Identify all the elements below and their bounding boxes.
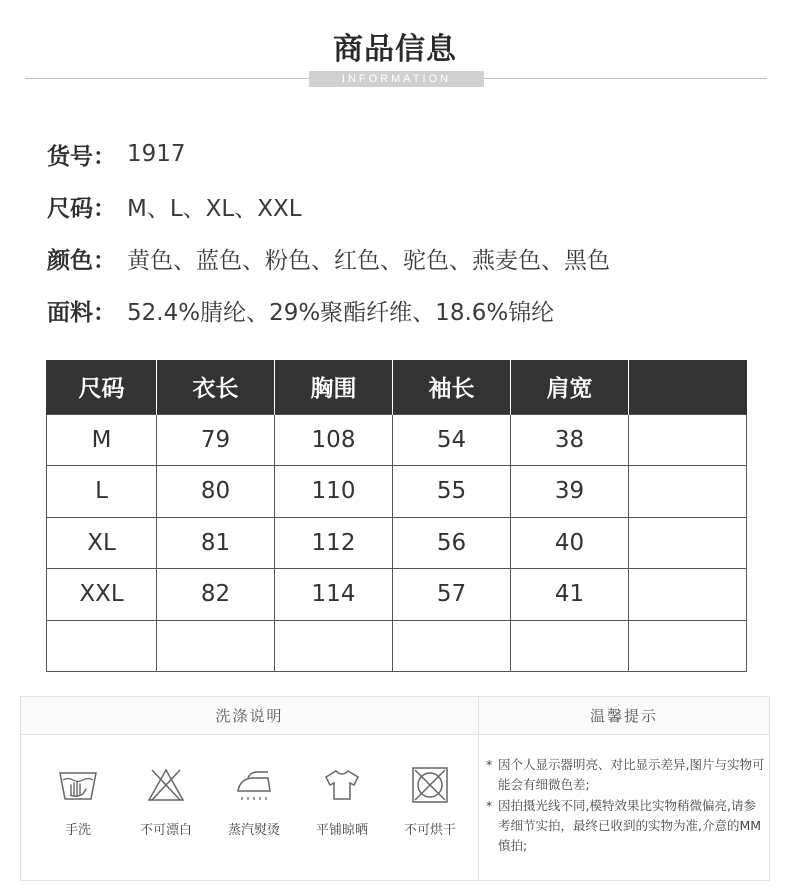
wash-instructions xyxy=(21,697,479,880)
table-cell xyxy=(629,414,747,466)
care-item-hand-wash xyxy=(34,767,122,838)
info-key: 货号： xyxy=(47,143,116,170)
page-subtitle: INFORMATION xyxy=(309,71,484,87)
info-row-item-number xyxy=(47,128,610,180)
table-cell: 79 xyxy=(157,414,275,466)
header-cell: 肩宽 xyxy=(511,360,629,414)
header-cell xyxy=(629,360,747,414)
wash-instructions-title: 洗涤说明 xyxy=(21,697,478,735)
table-cell: 57 xyxy=(393,569,511,621)
table-cell: 112 xyxy=(275,517,393,569)
table-cell: 80 xyxy=(157,466,275,518)
table-cell: XXL xyxy=(47,569,157,621)
no-tumble-dry-icon xyxy=(410,767,450,803)
table-row xyxy=(47,517,747,569)
table-cell: M xyxy=(47,414,157,466)
table-cell: XL xyxy=(47,517,157,569)
header-cell: 袖长 xyxy=(393,360,511,414)
care-item-dry-flat xyxy=(298,767,386,838)
steam-iron-icon xyxy=(234,767,274,803)
dry-flat-icon xyxy=(322,767,362,803)
info-key: 颜色： xyxy=(47,247,116,274)
table-cell: 54 xyxy=(393,414,511,466)
table-cell xyxy=(629,517,747,569)
tip-text: 因个人显示器明亮、对比显示差异,图片与实物可能会有细微色差; xyxy=(498,757,765,792)
list-item xyxy=(486,796,766,856)
table-row xyxy=(47,414,747,466)
info-value: 52.4%腈纶、29%聚酯纤维、18.6%锦纶 xyxy=(127,299,555,326)
care-item-label: 蒸汽熨烫 xyxy=(227,823,280,838)
info-value: M、L、XL、XXL xyxy=(127,195,302,222)
tips-list xyxy=(486,755,766,857)
table-cell: 40 xyxy=(511,517,629,569)
care-item-no-bleach xyxy=(122,767,210,838)
table-cell: L xyxy=(47,466,157,518)
care-item-label: 不可漂白 xyxy=(139,823,192,838)
table-row xyxy=(47,620,747,672)
table-cell xyxy=(629,620,747,672)
table-row xyxy=(47,466,747,518)
table-cell xyxy=(275,620,393,672)
table-cell: 114 xyxy=(275,569,393,621)
care-icon-list xyxy=(21,767,479,838)
table-cell xyxy=(157,620,275,672)
no-bleach-icon xyxy=(146,767,186,803)
tips-panel xyxy=(479,697,769,880)
table-cell xyxy=(393,620,511,672)
care-item-steam-iron xyxy=(210,767,298,838)
table-cell: 41 xyxy=(511,569,629,621)
care-item-label: 手洗 xyxy=(64,823,91,838)
table-cell: 81 xyxy=(157,517,275,569)
size-table xyxy=(46,360,747,672)
page-title: 商品信息 xyxy=(333,32,457,67)
list-item xyxy=(486,755,766,795)
bullet-mark: * xyxy=(486,798,493,813)
size-table-header xyxy=(47,360,747,414)
info-key: 尺码： xyxy=(47,195,116,222)
info-row-size xyxy=(47,180,610,232)
table-cell: 110 xyxy=(275,466,393,518)
care-item-label: 平铺晾晒 xyxy=(315,823,368,838)
header-cell: 衣长 xyxy=(157,360,275,414)
hand-wash-icon xyxy=(58,767,98,803)
info-row-fabric xyxy=(47,284,610,336)
table-cell xyxy=(629,466,747,518)
header-cell: 尺码 xyxy=(47,360,157,414)
care-item-label: 不可烘干 xyxy=(403,823,456,838)
table-cell: 55 xyxy=(393,466,511,518)
table-cell: 108 xyxy=(275,414,393,466)
table-cell xyxy=(629,569,747,621)
table-cell: 38 xyxy=(511,414,629,466)
tip-text: 因拍摄光线不同,模特效果比实物稍微偏亮,请参考细节实拍，最终已收到的实物为准,介意的MM慎拍; xyxy=(498,798,762,853)
table-cell: 56 xyxy=(393,517,511,569)
care-panel xyxy=(20,696,770,881)
table-cell xyxy=(47,620,157,672)
tips-title: 温馨提示 xyxy=(479,697,769,735)
table-cell: 39 xyxy=(511,466,629,518)
product-info xyxy=(47,128,610,336)
info-key: 面料： xyxy=(47,299,116,326)
table-cell xyxy=(511,620,629,672)
care-item-no-tumble-dry xyxy=(386,767,474,838)
info-row-color xyxy=(47,232,610,284)
info-value: 1917 xyxy=(127,141,186,167)
bullet-mark: * xyxy=(486,757,493,772)
table-row xyxy=(47,569,747,621)
info-value: 黄色、蓝色、粉色、红色、驼色、燕麦色、黑色 xyxy=(127,247,610,274)
table-cell: 82 xyxy=(157,569,275,621)
header-cell: 胸围 xyxy=(275,360,393,414)
